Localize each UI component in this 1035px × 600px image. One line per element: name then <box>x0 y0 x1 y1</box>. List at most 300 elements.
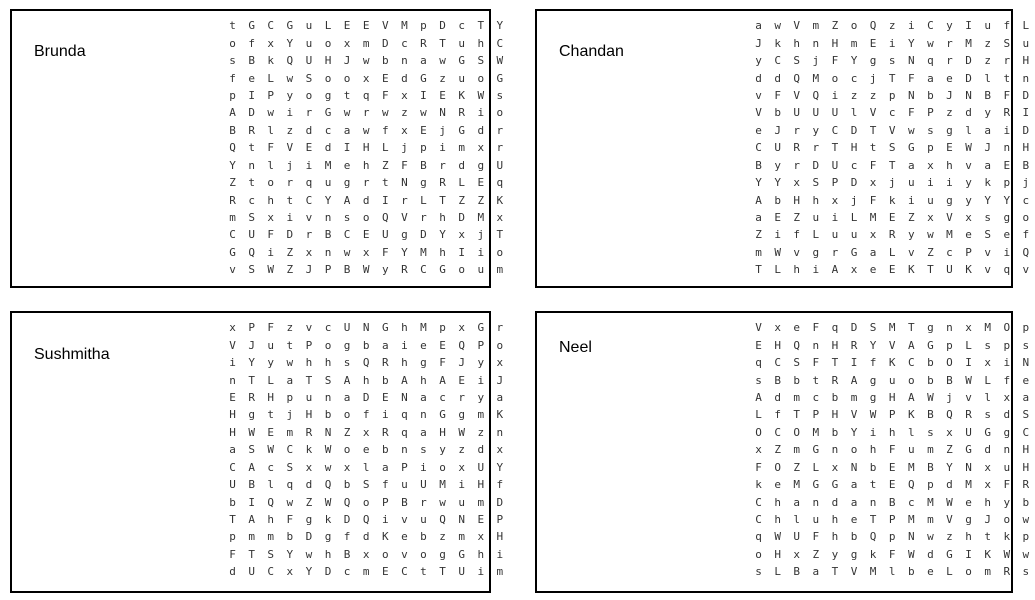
letter-cell[interactable]: x <box>458 321 465 335</box>
letter-cell[interactable]: W <box>1003 547 1011 561</box>
letter-cell[interactable]: v <box>965 158 972 172</box>
letter-cell[interactable]: F <box>888 443 896 457</box>
letter-cell[interactable]: G <box>458 54 465 68</box>
letter-cell[interactable]: h <box>420 373 427 387</box>
letter-cell[interactable]: T <box>927 263 934 277</box>
letter-cell[interactable]: o <box>420 547 427 561</box>
letter-cell[interactable]: u <box>305 36 313 50</box>
letter-cell[interactable]: H <box>831 338 839 352</box>
letter-cell[interactable]: S <box>248 263 255 277</box>
letter-cell[interactable]: D <box>343 513 351 527</box>
letter-cell[interactable]: a <box>755 19 762 33</box>
letter-cell[interactable]: e <box>401 530 408 544</box>
letter-cell[interactable]: w <box>907 123 915 137</box>
letter-cell[interactable]: A <box>343 373 351 387</box>
letter-cell[interactable]: j <box>286 158 294 172</box>
letter-cell[interactable]: t <box>229 19 236 33</box>
letter-cell[interactable]: r <box>305 106 313 120</box>
letter-cell[interactable]: D <box>496 495 504 509</box>
letter-cell[interactable]: w <box>324 460 332 474</box>
letter-cell[interactable]: B <box>248 478 255 492</box>
letter-cell[interactable]: W <box>965 141 972 155</box>
letter-cell[interactable]: T <box>888 158 896 172</box>
letter-cell[interactable]: v <box>1022 263 1030 277</box>
letter-cell[interactable]: E <box>439 88 446 102</box>
letter-cell[interactable]: Z <box>793 211 801 225</box>
letter-cell[interactable]: D <box>1022 88 1030 102</box>
letter-cell[interactable]: m <box>362 36 370 50</box>
letter-cell[interactable]: f <box>1003 373 1011 387</box>
letter-cell[interactable]: N <box>907 530 915 544</box>
letter-cell[interactable]: W <box>927 390 934 404</box>
letter-cell[interactable]: z <box>401 106 408 120</box>
letter-cell[interactable]: f <box>869 356 877 370</box>
letter-cell[interactable]: W <box>324 443 332 457</box>
letter-cell[interactable]: g <box>1003 211 1011 225</box>
letter-cell[interactable]: C <box>927 19 934 33</box>
letter-cell[interactable]: h <box>869 443 877 457</box>
letter-cell[interactable]: R <box>248 390 255 404</box>
letter-cell[interactable]: U <box>831 158 839 172</box>
letter-cell[interactable]: n <box>401 54 408 68</box>
letter-cell[interactable]: D <box>305 530 313 544</box>
letter-cell[interactable]: F <box>831 54 839 68</box>
letter-cell[interactable]: f <box>362 408 370 422</box>
letter-cell[interactable]: D <box>850 123 858 137</box>
letter-cell[interactable]: E <box>477 176 485 190</box>
letter-cell[interactable]: W <box>248 425 255 439</box>
letter-cell[interactable]: Z <box>286 245 294 259</box>
letter-cell[interactable]: a <box>420 54 427 68</box>
letter-cell[interactable]: E <box>267 425 275 439</box>
letter-cell[interactable]: B <box>793 565 801 579</box>
letter-cell[interactable]: n <box>1022 71 1030 85</box>
letter-cell[interactable]: P <box>381 495 389 509</box>
letter-cell[interactable]: Z <box>458 193 465 207</box>
letter-cell[interactable]: Q <box>286 54 294 68</box>
letter-cell[interactable]: b <box>229 495 236 509</box>
letter-cell[interactable]: q <box>755 530 762 544</box>
letter-cell[interactable]: x <box>755 443 762 457</box>
letter-cell[interactable]: V <box>755 321 762 335</box>
letter-cell[interactable]: Q <box>812 88 820 102</box>
letter-cell[interactable]: x <box>305 460 313 474</box>
letter-cell[interactable]: l <box>965 123 972 137</box>
letter-cell[interactable]: x <box>869 176 877 190</box>
letter-cell[interactable]: P <box>812 408 820 422</box>
letter-cell[interactable]: b <box>927 356 934 370</box>
letter-cell[interactable]: Z <box>343 425 351 439</box>
letter-cell[interactable]: s <box>984 408 991 422</box>
letter-cell[interactable]: S <box>267 547 275 561</box>
letter-cell[interactable]: w <box>439 495 446 509</box>
letter-cell[interactable]: T <box>793 408 801 422</box>
letter-cell[interactable]: d <box>946 478 953 492</box>
letter-cell[interactable]: d <box>305 478 313 492</box>
letter-cell[interactable]: T <box>305 373 313 387</box>
letter-cell[interactable]: M <box>793 478 801 492</box>
letter-cell[interactable]: U <box>343 321 351 335</box>
letter-cell[interactable]: Y <box>946 460 953 474</box>
letter-cell[interactable]: t <box>267 408 275 422</box>
letter-cell[interactable]: x <box>477 530 485 544</box>
letter-cell[interactable]: n <box>812 495 820 509</box>
letter-cell[interactable]: w <box>420 106 427 120</box>
letter-cell[interactable]: c <box>324 123 332 137</box>
letter-cell[interactable]: o <box>477 71 485 85</box>
letter-cell[interactable]: T <box>755 263 762 277</box>
letter-cell[interactable]: v <box>984 263 991 277</box>
letter-cell[interactable]: i <box>869 425 877 439</box>
letter-cell[interactable]: R <box>305 425 313 439</box>
letter-cell[interactable]: H <box>1022 141 1030 155</box>
letter-cell[interactable]: r <box>439 158 446 172</box>
letter-cell[interactable]: Q <box>324 478 332 492</box>
letter-cell[interactable]: A <box>248 513 255 527</box>
letter-cell[interactable]: s <box>927 425 934 439</box>
letter-cell[interactable]: s <box>1022 565 1030 579</box>
letter-cell[interactable]: r <box>401 193 408 207</box>
letter-cell[interactable]: o <box>1003 513 1011 527</box>
letter-cell[interactable]: E <box>888 460 896 474</box>
letter-cell[interactable]: o <box>496 106 504 120</box>
letter-cell[interactable]: H <box>267 390 275 404</box>
letter-cell[interactable]: Y <box>907 36 915 50</box>
letter-cell[interactable]: o <box>755 547 762 561</box>
letter-cell[interactable]: E <box>888 478 896 492</box>
letter-cell[interactable]: Y <box>869 338 877 352</box>
letter-cell[interactable]: W <box>267 263 275 277</box>
letter-cell[interactable]: V <box>401 211 408 225</box>
letter-cell[interactable]: U <box>477 460 485 474</box>
letter-cell[interactable]: q <box>305 176 313 190</box>
letter-cell[interactable]: B <box>324 228 332 242</box>
letter-cell[interactable]: M <box>812 425 820 439</box>
letter-cell[interactable]: r <box>831 245 839 259</box>
letter-cell[interactable]: p <box>888 88 896 102</box>
letter-cell[interactable]: e <box>248 71 255 85</box>
letter-cell[interactable]: W <box>477 88 485 102</box>
letter-cell[interactable]: M <box>869 211 877 225</box>
letter-cell[interactable]: w <box>286 356 294 370</box>
letter-cell[interactable]: g <box>458 408 465 422</box>
letter-cell[interactable]: E <box>305 141 313 155</box>
letter-cell[interactable]: W <box>362 263 370 277</box>
letter-cell[interactable]: Q <box>907 478 915 492</box>
letter-cell[interactable]: v <box>984 245 991 259</box>
letter-cell[interactable]: K <box>965 263 972 277</box>
letter-cell[interactable]: T <box>248 373 255 387</box>
letter-cell[interactable]: c <box>267 460 275 474</box>
letter-cell[interactable]: x <box>477 141 485 155</box>
letter-cell[interactable]: M <box>965 478 972 492</box>
letter-cell[interactable]: p <box>439 321 446 335</box>
letter-cell[interactable]: a <box>927 71 934 85</box>
letter-cell[interactable]: T <box>477 19 485 33</box>
letter-cell[interactable]: J <box>343 54 351 68</box>
letter-cell[interactable]: o <box>324 71 332 85</box>
letter-cell[interactable]: s <box>420 443 427 457</box>
letter-cell[interactable]: a <box>343 390 351 404</box>
letter-cell[interactable]: m <box>458 141 465 155</box>
letter-cell[interactable]: r <box>286 176 294 190</box>
letter-cell[interactable]: y <box>1003 495 1011 509</box>
letter-cell[interactable]: P <box>888 408 896 422</box>
letter-cell[interactable]: k <box>305 443 313 457</box>
letter-cell[interactable]: i <box>286 106 294 120</box>
letter-cell[interactable]: g <box>420 176 427 190</box>
letter-cell[interactable]: N <box>401 390 408 404</box>
letter-cell[interactable]: a <box>343 123 351 137</box>
letter-cell[interactable]: Q <box>362 356 370 370</box>
letter-cell[interactable]: x <box>850 263 858 277</box>
letter-cell[interactable]: B <box>420 158 427 172</box>
letter-cell[interactable]: J <box>755 36 762 50</box>
letter-cell[interactable]: r <box>496 123 504 137</box>
letter-cell[interactable]: y <box>286 88 294 102</box>
letter-cell[interactable]: k <box>888 193 896 207</box>
letter-cell[interactable]: b <box>343 478 351 492</box>
letter-cell[interactable]: C <box>267 19 275 33</box>
letter-cell[interactable]: O <box>755 425 762 439</box>
letter-cell[interactable]: D <box>381 36 389 50</box>
letter-cell[interactable]: i <box>286 211 294 225</box>
letter-cell[interactable]: Y <box>286 36 294 50</box>
letter-cell[interactable]: D <box>420 228 427 242</box>
letter-cell[interactable]: e <box>965 495 972 509</box>
letter-cell[interactable]: F <box>1003 478 1011 492</box>
letter-cell[interactable]: M <box>869 565 877 579</box>
letter-cell[interactable]: v <box>229 263 236 277</box>
letter-cell[interactable]: b <box>381 54 389 68</box>
letter-cell[interactable]: T <box>907 321 915 335</box>
letter-cell[interactable]: I <box>1022 106 1030 120</box>
letter-cell[interactable]: w <box>1022 547 1030 561</box>
letter-cell[interactable]: x <box>362 245 370 259</box>
letter-cell[interactable]: W <box>774 245 781 259</box>
letter-cell[interactable]: b <box>774 106 781 120</box>
letter-cell[interactable]: b <box>907 565 915 579</box>
letter-cell[interactable]: H <box>305 408 313 422</box>
letter-cell[interactable]: U <box>946 263 953 277</box>
letter-cell[interactable]: a <box>812 565 820 579</box>
letter-cell[interactable]: C <box>907 356 915 370</box>
letter-cell[interactable]: H <box>1022 443 1030 457</box>
letter-cell[interactable]: r <box>793 123 801 137</box>
letter-cell[interactable]: x <box>305 245 313 259</box>
letter-cell[interactable]: x <box>984 478 991 492</box>
letter-cell[interactable]: S <box>1022 408 1030 422</box>
letter-cell[interactable]: u <box>305 390 313 404</box>
letter-cell[interactable]: T <box>439 565 446 579</box>
letter-cell[interactable]: F <box>888 547 896 561</box>
letter-cell[interactable]: r <box>1003 54 1011 68</box>
letter-cell[interactable]: B <box>248 54 255 68</box>
letter-cell[interactable]: G <box>907 141 915 155</box>
letter-cell[interactable]: z <box>984 36 991 50</box>
letter-cell[interactable]: C <box>831 123 839 137</box>
letter-cell[interactable]: g <box>324 88 332 102</box>
letter-cell[interactable]: s <box>343 356 351 370</box>
letter-cell[interactable]: w <box>439 54 446 68</box>
letter-cell[interactable]: c <box>888 106 896 120</box>
letter-cell[interactable]: N <box>850 460 858 474</box>
letter-cell[interactable]: H <box>888 390 896 404</box>
letter-cell[interactable]: h <box>831 513 839 527</box>
letter-cell[interactable]: M <box>420 321 427 335</box>
letter-cell[interactable]: b <box>420 530 427 544</box>
letter-cell[interactable]: r <box>420 495 427 509</box>
letter-cell[interactable]: w <box>343 245 351 259</box>
letter-cell[interactable]: E <box>439 338 446 352</box>
letter-cell[interactable]: y <box>907 228 915 242</box>
letter-cell[interactable]: D <box>458 211 465 225</box>
letter-cell[interactable]: F <box>381 88 389 102</box>
letter-cell[interactable]: n <box>420 408 427 422</box>
letter-cell[interactable]: i <box>381 408 389 422</box>
letter-cell[interactable]: U <box>496 158 504 172</box>
letter-cell[interactable]: m <box>927 443 934 457</box>
letter-cell[interactable]: B <box>927 460 934 474</box>
letter-cell[interactable]: Q <box>869 530 877 544</box>
letter-cell[interactable]: G <box>381 321 389 335</box>
letter-cell[interactable]: S <box>888 141 896 155</box>
letter-cell[interactable]: g <box>248 408 255 422</box>
letter-cell[interactable]: c <box>458 19 465 33</box>
letter-cell[interactable]: x <box>401 123 408 137</box>
letter-cell[interactable]: D <box>439 19 446 33</box>
letter-cell[interactable]: C <box>774 356 781 370</box>
letter-cell[interactable]: i <box>774 228 781 242</box>
letter-cell[interactable]: F <box>755 460 762 474</box>
letter-cell[interactable]: x <box>343 36 351 50</box>
letter-cell[interactable]: j <box>888 176 896 190</box>
letter-cell[interactable]: y <box>965 176 972 190</box>
letter-cell[interactable]: E <box>343 19 351 33</box>
letter-cell[interactable]: d <box>362 193 370 207</box>
letter-cell[interactable]: p <box>888 530 896 544</box>
letter-cell[interactable]: y <box>439 443 446 457</box>
letter-cell[interactable]: I <box>343 141 351 155</box>
letter-cell[interactable]: p <box>420 19 427 33</box>
letter-cell[interactable]: o <box>458 263 465 277</box>
letter-cell[interactable]: Q <box>267 495 275 509</box>
letter-cell[interactable]: Z <box>477 193 485 207</box>
letter-cell[interactable]: G <box>965 443 972 457</box>
letter-cell[interactable]: x <box>362 71 370 85</box>
letter-cell[interactable]: t <box>381 176 389 190</box>
letter-cell[interactable]: g <box>1003 425 1011 439</box>
letter-cell[interactable]: s <box>1022 338 1030 352</box>
letter-cell[interactable]: V <box>946 211 953 225</box>
letter-cell[interactable]: h <box>439 211 446 225</box>
letter-cell[interactable]: g <box>869 373 877 387</box>
letter-cell[interactable]: r <box>496 141 504 155</box>
letter-cell[interactable]: v <box>965 390 972 404</box>
letter-cell[interactable]: E <box>946 141 953 155</box>
letter-cell[interactable]: H <box>229 408 236 422</box>
letter-cell[interactable]: w <box>1022 513 1030 527</box>
letter-cell[interactable]: t <box>343 88 351 102</box>
letter-cell[interactable]: F <box>812 321 820 335</box>
letter-cell[interactable]: W <box>774 530 781 544</box>
letter-cell[interactable]: A <box>248 460 255 474</box>
letter-cell[interactable]: G <box>812 478 820 492</box>
letter-cell[interactable]: j <box>869 71 877 85</box>
letter-cell[interactable]: j <box>439 123 446 137</box>
letter-cell[interactable]: M <box>420 245 427 259</box>
letter-cell[interactable]: S <box>793 54 801 68</box>
letter-cell[interactable]: R <box>965 408 972 422</box>
letter-cell[interactable]: U <box>793 530 801 544</box>
letter-cell[interactable]: V <box>793 19 801 33</box>
letter-cell[interactable]: W <box>965 373 972 387</box>
letter-cell[interactable]: N <box>324 425 332 439</box>
letter-cell[interactable]: G <box>850 245 858 259</box>
letter-cell[interactable]: d <box>477 443 485 457</box>
letter-cell[interactable]: T <box>869 123 877 137</box>
letter-cell[interactable]: j <box>1022 176 1030 190</box>
letter-cell[interactable]: e <box>343 158 351 172</box>
letter-cell[interactable]: B <box>927 408 934 422</box>
letter-cell[interactable]: U <box>381 228 389 242</box>
letter-cell[interactable]: F <box>439 356 446 370</box>
letter-cell[interactable]: C <box>229 228 236 242</box>
letter-cell[interactable]: Q <box>381 211 389 225</box>
letter-cell[interactable]: W <box>324 495 332 509</box>
letter-cell[interactable]: n <box>812 36 820 50</box>
letter-cell[interactable]: g <box>946 193 953 207</box>
letter-cell[interactable]: m <box>267 530 275 544</box>
letter-cell[interactable]: x <box>793 176 801 190</box>
letter-cell[interactable]: x <box>496 443 504 457</box>
letter-cell[interactable]: z <box>458 443 465 457</box>
letter-cell[interactable]: n <box>401 443 408 457</box>
letter-cell[interactable]: A <box>755 193 762 207</box>
letter-cell[interactable]: c <box>439 390 446 404</box>
letter-cell[interactable]: N <box>458 513 465 527</box>
letter-cell[interactable]: k <box>755 478 762 492</box>
letter-cell[interactable]: Z <box>229 176 236 190</box>
letter-cell[interactable]: P <box>324 263 332 277</box>
letter-cell[interactable]: N <box>965 460 972 474</box>
letter-cell[interactable]: k <box>324 513 332 527</box>
letter-cell[interactable]: x <box>946 425 953 439</box>
letter-cell[interactable]: n <box>324 390 332 404</box>
letter-cell[interactable]: l <box>362 460 370 474</box>
letter-cell[interactable]: h <box>984 495 991 509</box>
letter-cell[interactable]: h <box>477 547 485 561</box>
letter-cell[interactable]: n <box>1003 141 1011 155</box>
letter-cell[interactable]: Z <box>381 158 389 172</box>
letter-cell[interactable]: T <box>831 356 839 370</box>
letter-cell[interactable]: h <box>812 193 820 207</box>
letter-cell[interactable]: R <box>439 176 446 190</box>
letter-cell[interactable]: i <box>439 141 446 155</box>
letter-cell[interactable]: E <box>477 513 485 527</box>
letter-cell[interactable]: s <box>755 565 762 579</box>
letter-cell[interactable]: m <box>850 390 858 404</box>
letter-cell[interactable]: b <box>793 373 801 387</box>
letter-cell[interactable]: z <box>439 530 446 544</box>
letter-cell[interactable]: g <box>869 390 877 404</box>
letter-cell[interactable]: n <box>324 211 332 225</box>
letter-cell[interactable]: Z <box>907 211 915 225</box>
letter-cell[interactable]: w <box>774 19 781 33</box>
letter-cell[interactable]: y <box>477 390 485 404</box>
letter-cell[interactable]: Y <box>401 245 408 259</box>
letter-cell[interactable]: H <box>1022 54 1030 68</box>
